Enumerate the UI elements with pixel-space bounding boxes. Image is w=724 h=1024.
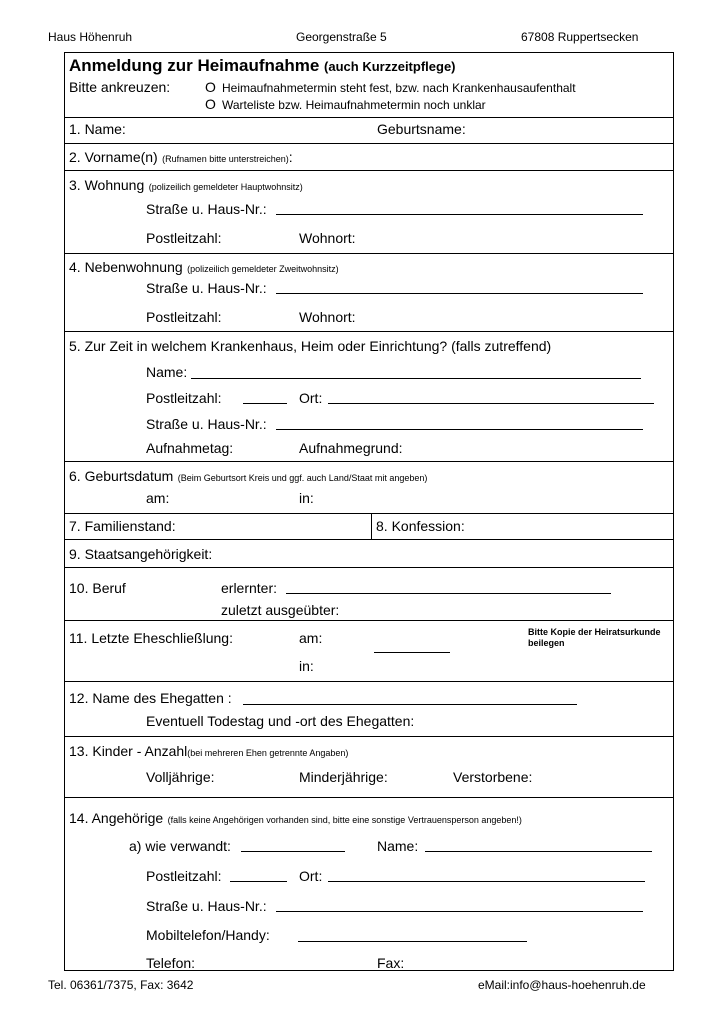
residence-street-label: Straße u. Haus-Nr.: [146, 201, 267, 217]
residence-plz-label: Postleitzahl: [146, 230, 222, 246]
birthdate-note: (Beim Geburtsort Kreis und ggf. auch Land/Staat mit angeben) [177, 473, 428, 483]
second-residence-label: 4. Nebenwohnung [69, 259, 183, 275]
divider [64, 681, 674, 682]
divider [64, 253, 674, 254]
children-deceased-label: Verstorbene: [453, 769, 533, 785]
relative-mobile-line[interactable] [298, 941, 527, 942]
institution-plz-line[interactable] [243, 403, 287, 404]
relative-plz-line[interactable] [230, 881, 287, 882]
option2-label: Warteliste bzw. Heimaufnahmetermin noch unklar [222, 98, 486, 112]
divider [64, 117, 674, 118]
profession-label: 10. Beruf [69, 580, 126, 596]
divider [64, 567, 674, 568]
relative-plz-label: Postleitzahl: [146, 868, 222, 884]
institution-city-line[interactable] [328, 403, 654, 404]
institution-street-line[interactable] [276, 429, 643, 430]
relatives-label: 14. Angehörige [69, 810, 164, 826]
firstname-row [69, 149, 293, 167]
profession-learned-label: erlernter: [221, 580, 278, 596]
relative-street-label: Straße u. Haus-Nr.: [146, 898, 267, 914]
relative-street-line[interactable] [276, 911, 643, 912]
marital-status-label: 7. Familienstand: [69, 518, 176, 534]
footer-email: eMail:info@haus-hoehenruh.de [478, 978, 646, 992]
residence-label: 3. Wohnung [69, 177, 145, 193]
residence-street-line[interactable] [276, 214, 643, 215]
birthdate-am-label: am: [146, 490, 170, 506]
second-city-label: Wohnort: [299, 309, 356, 325]
spouse-name-label: 12. Name des Ehegatten : [69, 690, 232, 706]
form-title [69, 56, 456, 76]
residence-heading [69, 177, 303, 195]
institution-name-line[interactable] [191, 378, 641, 379]
children-label: 13. Kinder - Anzahl [69, 743, 188, 759]
admission-reason-label: Aufnahmegrund: [299, 440, 403, 456]
firstname-note: (Rufnamen bitte unterstreichen) [162, 154, 289, 164]
nationality-label: 9. Staatsangehörigkeit: [69, 546, 213, 562]
header-city: 67808 Ruppertsecken [521, 30, 639, 44]
header-house-name: Haus Höhenruh [48, 30, 133, 44]
relation-label: a) wie verwandt: [129, 838, 231, 854]
divider [64, 736, 674, 737]
divider [64, 461, 674, 462]
relative-phone-label: Telefon: [146, 955, 196, 971]
admission-day-label: Aufnahmetag: [146, 440, 234, 456]
spouse-death-label: Eventuell Todestag und -ort des Ehegatten: [146, 713, 415, 729]
institution-street-label: Straße u. Haus-Nr.: [146, 416, 267, 432]
firstname-label: 2. Vorname(n) [69, 149, 158, 165]
institution-name-label: Name: [146, 364, 188, 380]
divider [64, 170, 674, 171]
tick-instruction: Bitte ankreuzen: [69, 79, 171, 95]
second-street-line[interactable] [276, 293, 643, 294]
institution-label: 5. Zur Zeit in welchem Krankenhaus, Heim oder Einrichtung? (falls zutreffend) [69, 338, 552, 354]
second-plz-label: Postleitzahl: [146, 309, 222, 325]
profession-learned-line[interactable] [286, 593, 611, 594]
marriage-am-label: am: [299, 630, 323, 646]
marriage-in-label: in: [299, 658, 314, 674]
profession-last-label: zuletzt ausgeübter: [221, 602, 340, 618]
marriage-certificate-note: Bitte Kopie der Heiratsurkunde beilegen [528, 627, 661, 648]
children-note: (bei mehreren Ehen getrennte Angaben) [187, 748, 349, 758]
relation-line[interactable] [241, 851, 345, 852]
children-minor-label: Minderjährige: [299, 769, 388, 785]
relative-name-line[interactable] [425, 851, 652, 852]
divider [64, 513, 674, 514]
spouse-name-line[interactable] [243, 704, 577, 705]
divider [64, 331, 674, 332]
relatives-note: (falls keine Angehörigen vorhanden sind, bitte eine sonstige Vertrauensperson angeben!) [167, 815, 522, 825]
children-adult-label: Volljährige: [146, 769, 215, 785]
marriage-label: 11. Letzte Eheschließlung: [69, 630, 233, 646]
divider [64, 797, 674, 798]
header-street: Georgenstraße 5 [296, 30, 387, 44]
divider [64, 620, 674, 621]
birthdate-heading [69, 468, 427, 486]
footer-phone: Tel. 06361/7375, Fax: 3642 [48, 978, 194, 992]
birthname-label: Geburtsname: [377, 121, 466, 137]
form-title-sub: (auch Kurzzeitpflege) [324, 59, 456, 74]
confession-label: 8. Konfession: [376, 518, 465, 534]
option1-checkbox[interactable]: O [205, 79, 216, 95]
residence-note: (polizeilich gemeldeter Hauptwohnsitz) [148, 182, 303, 192]
relative-city-line[interactable] [328, 881, 645, 882]
relative-city-label: Ort: [299, 868, 323, 884]
divider [371, 513, 372, 539]
residence-city-label: Wohnort: [299, 230, 356, 246]
relative-fax-label: Fax: [377, 955, 405, 971]
second-residence-note: (polizeilich gemeldeter Zweitwohnsitz) [187, 264, 339, 274]
relative-name-label: Name: [377, 838, 419, 854]
divider [64, 143, 674, 144]
institution-city-label: Ort: [299, 390, 323, 406]
option1-label: Heimaufnahmetermin steht fest, bzw. nach Krankenhausaufenthalt [222, 81, 576, 95]
birthdate-in-label: in: [299, 490, 314, 506]
divider [64, 539, 674, 540]
birthdate-label: 6. Geburtsdatum [69, 468, 174, 484]
name-label: 1. Name: [69, 121, 126, 137]
relatives-heading [69, 810, 522, 828]
children-heading [69, 743, 348, 761]
form-title-text: Anmeldung zur Heimaufnahme [69, 56, 320, 75]
second-street-label: Straße u. Haus-Nr.: [146, 280, 267, 296]
marriage-date-line[interactable] [374, 652, 450, 653]
relative-mobile-label: Mobiltelefon/Handy: [146, 927, 270, 943]
second-residence-heading [69, 259, 339, 277]
firstname-colon: : [288, 149, 293, 165]
institution-plz-label: Postleitzahl: [146, 390, 222, 406]
option2-checkbox[interactable]: O [205, 96, 216, 112]
